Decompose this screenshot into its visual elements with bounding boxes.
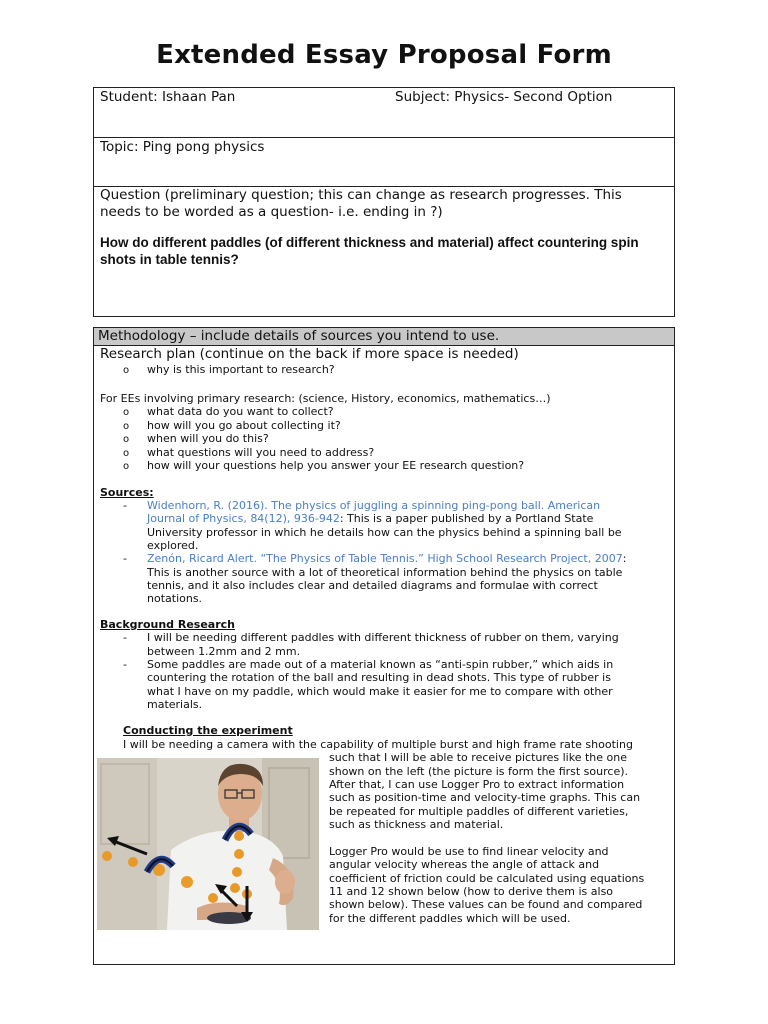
background-item-1-line2: between 1.2mm and 2 mm. bbox=[147, 645, 301, 658]
background-item-2-line3: what I have on my paddle, which would make it easier for me to compare with other bbox=[147, 685, 613, 698]
student-field: Student: Ishaan Pan bbox=[100, 89, 236, 105]
topic-field: Topic: Ping pong physics bbox=[100, 139, 265, 155]
primary-item: what data do you want to collect? bbox=[147, 405, 334, 418]
research-question-line2: shots in table tennis? bbox=[100, 252, 239, 267]
experiment-heading: Conducting the experiment bbox=[123, 724, 293, 737]
experiment-text: shown on the left (the picture is form the first source). bbox=[329, 765, 628, 778]
student-subject-row bbox=[94, 88, 674, 138]
experiment-text: angular velocity whereas the angle of attack and bbox=[329, 858, 600, 871]
sources-heading: Sources: bbox=[100, 486, 154, 499]
dash-icon: - bbox=[123, 499, 127, 512]
source-2-line4: notations. bbox=[147, 592, 203, 605]
bullet-icon: o bbox=[123, 365, 130, 376]
juggling-photo bbox=[97, 758, 319, 930]
experiment-text: such as thickness and material. bbox=[329, 818, 504, 831]
why-item: why is this important to research? bbox=[147, 363, 335, 376]
dash-icon: - bbox=[123, 658, 127, 671]
bullet-icon: o bbox=[123, 421, 130, 432]
experiment-text: After that, I can use Logger Pro to extract information bbox=[329, 778, 625, 791]
question-row bbox=[94, 187, 674, 316]
topic-row bbox=[94, 138, 674, 187]
primary-intro: For EEs involving primary research: (science, History, economics, mathematics…) bbox=[100, 392, 551, 405]
source-1-line4: explored. bbox=[147, 539, 199, 552]
primary-item: how will you go about collecting it? bbox=[147, 419, 341, 432]
source-2-line3: tennis, and it also includes clear and detailed diagrams and formulae with correct bbox=[147, 579, 598, 592]
experiment-text: for the different paddles which will be used. bbox=[329, 912, 571, 925]
question-label: Question bbox=[100, 187, 161, 203]
experiment-text: such that I will be able to receive pictures like the one bbox=[329, 751, 627, 764]
background-item-2-line4: materials. bbox=[147, 698, 203, 711]
bullet-icon: o bbox=[123, 448, 130, 459]
question-note: Question (preliminary question; this can change as research progresses. This bbox=[100, 187, 622, 203]
primary-item: what questions will you need to address? bbox=[147, 446, 375, 459]
background-item-1: I will be needing different paddles with different thickness of rubber on them, varying bbox=[147, 631, 619, 644]
source-2-line2: This is another source with a lot of theoretical information behind the physics on table bbox=[147, 566, 623, 579]
experiment-text: 11 and 12 shown below (how to derive them is also bbox=[329, 885, 614, 898]
methodology-heading: Methodology – include details of sources you intend to use. bbox=[94, 328, 674, 346]
experiment-text: such as position-time and velocity-time graphs. This can bbox=[329, 791, 641, 804]
page-title: Extended Essay Proposal Form bbox=[156, 40, 612, 70]
primary-item: how will your questions help you answer your EE research question? bbox=[147, 459, 525, 472]
background-item-2: Some paddles are made out of a material known as “anti-spin rubber,” which aids in bbox=[147, 658, 614, 671]
primary-item: when will you do this? bbox=[147, 432, 269, 445]
source-2-line1: Zenón, Ricard Alert. “The Physics of Table Tennis.” High School Research Project, 2007: bbox=[147, 552, 627, 565]
juggling-photo-illustration bbox=[97, 758, 319, 930]
dash-icon: - bbox=[123, 552, 127, 565]
research-plan-heading: Research plan (continue on the back if more space is needed) bbox=[100, 346, 519, 362]
source-1-citation[interactable]: Widenhorn, R. (2016). The physics of juggling a spinning ping-pong ball. American bbox=[147, 499, 601, 512]
bullet-icon: o bbox=[123, 407, 130, 418]
source-1-line3: University professor in which he details how can the physics behind a spinning ball be bbox=[147, 526, 622, 539]
experiment-text: coefficient of friction could be calculated using equations bbox=[329, 872, 645, 885]
bullet-icon: o bbox=[123, 434, 130, 445]
experiment-intro: I will be needing a camera with the capability of multiple burst and high frame rate shooting bbox=[123, 738, 633, 751]
bullet-icon: o bbox=[123, 461, 130, 472]
experiment-text: shown below). These values can be found and compared bbox=[329, 898, 643, 911]
source-1-line2: Journal of Physics, 84(12), 936-942: This is a paper published by a Portland State bbox=[147, 512, 594, 525]
dash-icon: - bbox=[123, 631, 127, 644]
experiment-text: be repeated for multiple paddles of different varieties, bbox=[329, 805, 629, 818]
background-heading: Background Research bbox=[100, 618, 236, 631]
background-item-2-line2: countering the rotation of the ball and resulting in dead shots. This type of rubber is bbox=[147, 671, 611, 684]
question-note-line2: needs to be worded as a question- i.e. ending in ?) bbox=[100, 204, 443, 220]
proposal-header-table bbox=[93, 87, 675, 317]
subject-field: Subject: Physics- Second Option bbox=[395, 89, 613, 105]
research-question-line1: How do different paddles (of different thickness and material) affect countering spin bbox=[100, 235, 639, 250]
experiment-text: Logger Pro would be use to find linear velocity and bbox=[329, 845, 609, 858]
